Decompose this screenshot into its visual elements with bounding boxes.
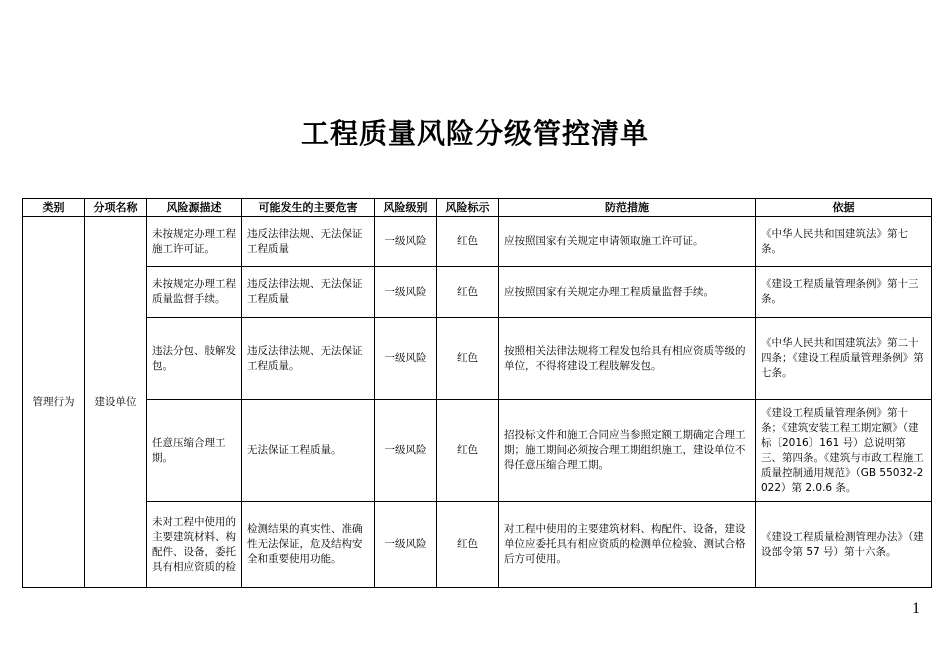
measure-cell: 应按照国家有关规定办理工程质量监督手续。 xyxy=(499,267,756,318)
level-cell: 一级风险 xyxy=(375,267,437,318)
hazard-cell: 违反法律法规、无法保证工程质量。 xyxy=(242,318,375,400)
basis-cell: 《中华人民共和国建筑法》第二十四条；《建设工程质量管理条例》第七条。 xyxy=(756,318,932,400)
source-cell: 未对工程中使用的主要建筑材料、构配件、设备，委托具有相应资质的检 xyxy=(147,502,242,588)
mark-cell: 红色 xyxy=(437,267,499,318)
hazard-cell: 违反法律法规、无法保证工程质量 xyxy=(242,267,375,318)
category-cell: 管理行为 xyxy=(23,217,85,588)
mark-cell: 红色 xyxy=(437,318,499,400)
header-basis: 依据 xyxy=(756,199,932,217)
table-row xyxy=(23,267,932,318)
measure-cell: 对工程中使用的主要建筑材料、构配件、设备，建设单位应委托具有相应资质的检测单位检验、测试合格后方可使用。 xyxy=(499,502,756,588)
basis-cell: 《建设工程质量管理条例》第十条；《建筑安装工程工期定额》（建标〔2016〕161 号）总说明第三、第四条。《建筑与市政工程施工质量控制通用规范》（GB 55032-2022）第 2.0.6 条。 xyxy=(756,400,932,502)
hazard-cell: 违反法律法规、无法保证工程质量 xyxy=(242,217,375,267)
measure-cell: 按照相关法律法规将工程发包给具有相应资质等级的单位，不得将建设工程肢解发包。 xyxy=(499,318,756,400)
hazard-cell: 无法保证工程质量。 xyxy=(242,400,375,502)
level-cell: 一级风险 xyxy=(375,217,437,267)
level-cell: 一级风险 xyxy=(375,318,437,400)
source-cell: 未按规定办理工程施工许可证。 xyxy=(147,217,242,267)
header-category: 类别 xyxy=(23,199,85,217)
mark-cell: 红色 xyxy=(437,217,499,267)
level-cell: 一级风险 xyxy=(375,400,437,502)
table-row xyxy=(23,217,932,267)
level-cell: 一级风险 xyxy=(375,502,437,588)
source-cell: 未按规定办理工程质量监督手续。 xyxy=(147,267,242,318)
hazard-cell: 检测结果的真实性、准确性无法保证，危及结构安全和重要使用功能。 xyxy=(242,502,375,588)
basis-cell: 《建设工程质量管理条例》第十三条。 xyxy=(756,267,932,318)
page-title: 工程质量风险分级管控清单 xyxy=(300,117,649,150)
table-row xyxy=(23,318,932,400)
source-cell: 违法分包、肢解发包。 xyxy=(147,318,242,400)
mark-cell: 红色 xyxy=(437,400,499,502)
table-row xyxy=(23,502,932,588)
risk-table xyxy=(22,198,932,588)
basis-cell: 《中华人民共和国建筑法》第七条。 xyxy=(756,217,932,267)
header-hazard: 可能发生的主要危害 xyxy=(242,199,375,217)
table-header-row xyxy=(23,199,932,217)
basis-cell: 《建设工程质量检测管理办法》（建设部令第 57 号）第十六条。 xyxy=(756,502,932,588)
measure-cell: 招投标文件和施工合同应当参照定额工期确定合理工期；施工期间必须按合理工期组织施工，建设单位不得任意压缩合理工期。 xyxy=(499,400,756,502)
measure-cell: 应按照国家有关规定申请领取施工许可证。 xyxy=(499,217,756,267)
source-cell: 任意压缩合理工期。 xyxy=(147,400,242,502)
page-number: 1 xyxy=(912,600,920,617)
table-row xyxy=(23,400,932,502)
sub-item-cell: 建设单位 xyxy=(85,217,147,588)
header-mark: 风险标示 xyxy=(437,199,499,217)
header-source: 风险源描述 xyxy=(147,199,242,217)
header-level: 风险级别 xyxy=(375,199,437,217)
mark-cell: 红色 xyxy=(437,502,499,588)
header-measure: 防范措施 xyxy=(499,199,756,217)
header-sub-item: 分项名称 xyxy=(85,199,147,217)
